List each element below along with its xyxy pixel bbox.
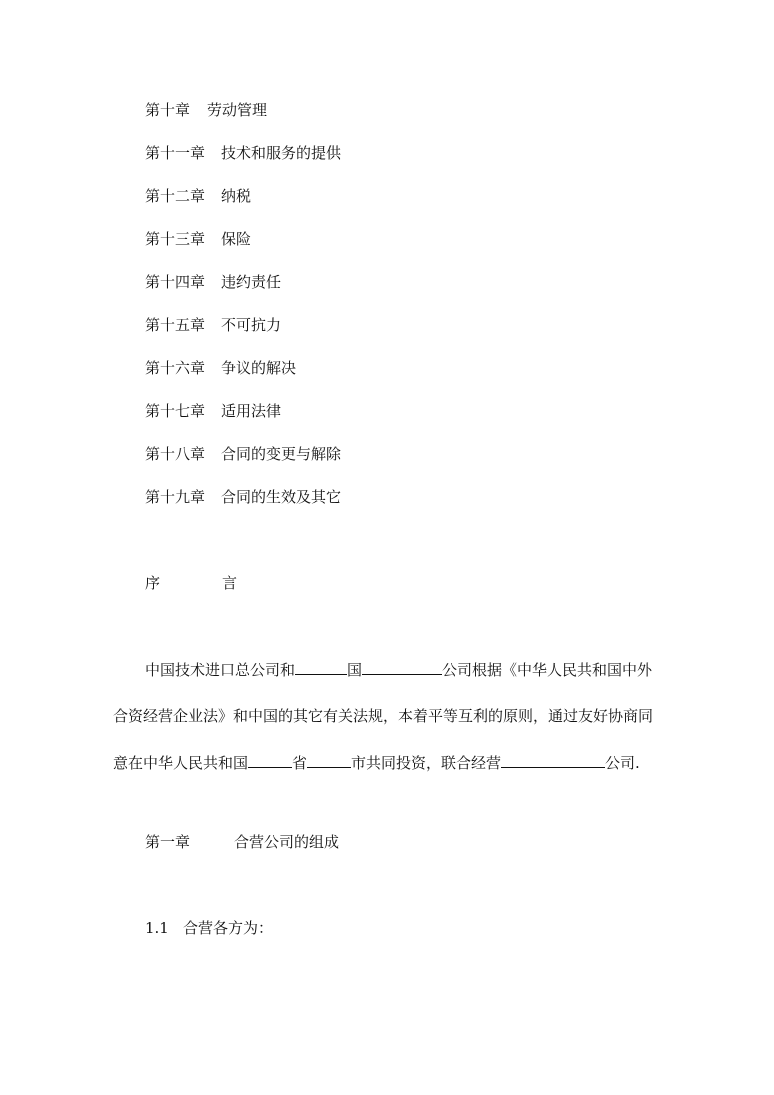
toc-chapter-title: 违约责任 [221,273,282,291]
toc-chapter-number: 第十四章 [145,273,206,291]
toc-chapter-title: 保险 [221,230,252,248]
blank-country [295,658,347,675]
toc-chapter-number: 第十章 [145,101,191,119]
preface-heading [145,572,237,594]
toc-item [145,228,251,250]
toc-chapter-number: 第十五章 [145,316,206,334]
section-number: 1.1 [145,919,169,937]
paragraph-text: 中国技术进口总公司和 [145,661,296,679]
toc-chapter-number: 第十九章 [145,488,206,506]
toc-item [145,271,281,293]
paragraph-text: 合资经营企业法》和中国的其它有关法规，本着平等互利的原则，通过友好协商同 [113,707,654,725]
paragraph-text: 公司. [605,754,640,772]
preface-char-2: 言 [222,574,238,592]
paragraph-text: 公司根据《中华人民共和国中外 [442,661,653,679]
toc-chapter-title: 合同的生效及其它 [221,488,342,506]
toc-item [145,486,341,508]
toc-item [145,142,341,164]
paragraph-line-3 [113,751,640,774]
chapter-heading [145,831,339,853]
blank-city [307,751,351,768]
toc-chapter-title: 纳税 [221,187,252,205]
preface-char-1: 序 [145,574,161,592]
toc-item [145,314,281,336]
toc-item [145,99,267,121]
toc-chapter-number: 第十一章 [145,144,206,162]
paragraph-text: 省 [292,754,308,772]
toc-chapter-number: 第十七章 [145,402,206,420]
chapter-title: 合营公司的组成 [234,833,340,851]
toc-chapter-number: 第十六章 [145,359,206,377]
section-heading [145,917,273,939]
paragraph-text: 市共同投资，联合经营 [351,754,502,772]
blank-joint-venture-name [501,751,605,768]
paragraph-line-2 [113,705,653,727]
toc-chapter-title: 争议的解决 [221,359,297,377]
paragraph-text: 意在中华人民共和国 [113,754,249,772]
toc-chapter-title: 适用法律 [221,402,282,420]
toc-chapter-title: 劳动管理 [207,101,268,119]
toc-chapter-number: 第十三章 [145,230,206,248]
toc-item [145,443,341,465]
toc-item [145,400,281,422]
toc-chapter-number: 第十八章 [145,445,206,463]
blank-province [248,751,292,768]
paragraph-line-1 [145,658,652,681]
toc-chapter-number: 第十二章 [145,187,206,205]
toc-chapter-title: 合同的变更与解除 [221,445,342,463]
blank-company [362,658,442,675]
toc-item [145,357,296,379]
chapter-number: 第一章 [145,833,191,851]
toc-item [145,185,251,207]
toc-chapter-title: 技术和服务的提供 [221,144,342,162]
toc-chapter-title: 不可抗力 [221,316,282,334]
paragraph-text: 国 [347,661,363,679]
section-title: 合营各方为： [183,919,274,937]
